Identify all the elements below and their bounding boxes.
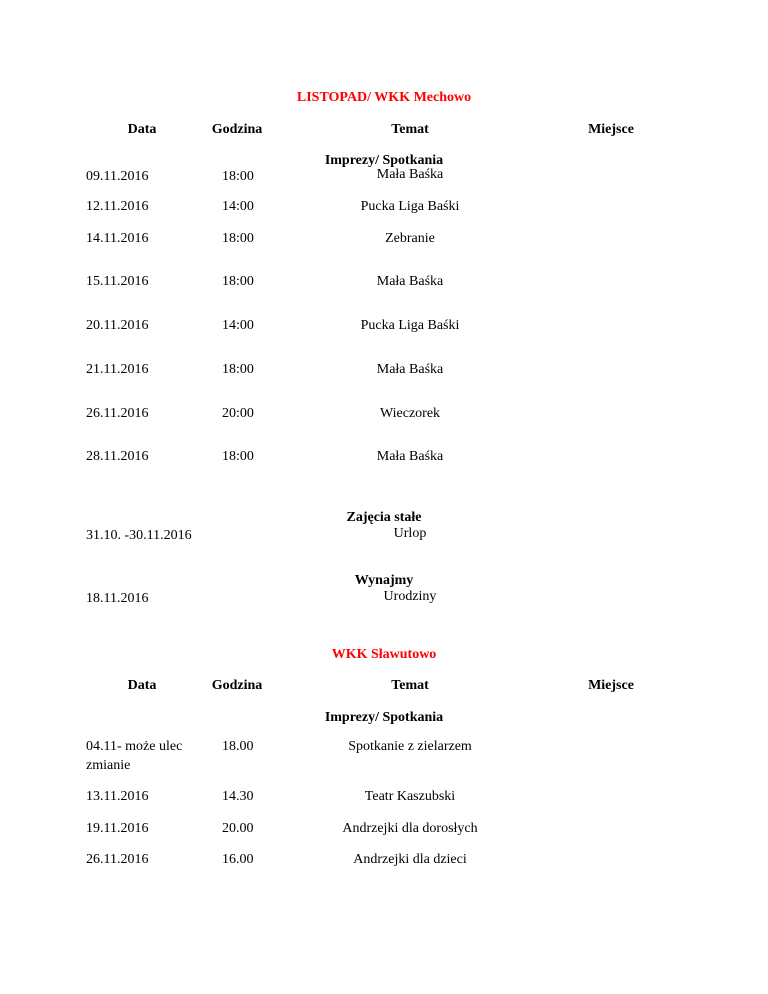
table-row-date: 26.11.2016	[86, 852, 149, 867]
table-row-time: 18:00	[222, 169, 254, 184]
table-row-date: 13.11.2016	[86, 789, 149, 804]
section1-title: LISTOPAD/ WKK Mechowo	[296, 90, 472, 105]
table-row-date: 14.11.2016	[86, 231, 149, 246]
table-row-date: 21.11.2016	[86, 362, 149, 377]
table-row-date: 19.11.2016	[86, 821, 149, 836]
table-row-topic: Mała Baśka	[376, 362, 444, 377]
table-row-topic: Andrzejki dla dorosłych	[342, 821, 478, 836]
subheading-rentals: Wynajmy	[354, 573, 414, 588]
table-row-time: 16.00	[222, 852, 254, 867]
table-row-time: 20.00	[222, 821, 254, 836]
rentals-topic: Urodziny	[383, 589, 437, 604]
table-row-topic: Teatr Kaszubski	[364, 789, 456, 804]
table-row-time: 14:00	[222, 199, 254, 214]
table-row-date: 15.11.2016	[86, 274, 149, 289]
table-row-time: 14.30	[222, 789, 254, 804]
header-miejsce: Miejsce	[588, 122, 634, 137]
header-godzina: Godzina	[211, 122, 263, 137]
header2-godzina: Godzina	[211, 678, 263, 693]
table-row-time: 18:00	[222, 231, 254, 246]
table-row-topic: Pucka Liga Baśki	[360, 318, 460, 333]
table-row-date: 28.11.2016	[86, 449, 149, 464]
table-row-date: 09.11.2016	[86, 169, 149, 184]
table-row-time: 18:00	[222, 362, 254, 377]
regular-date: 31.10. -30.11.2016	[86, 528, 192, 543]
table-row-time: 18:00	[222, 449, 254, 464]
header-temat: Temat	[391, 122, 429, 137]
table-row-time: 18.00	[222, 739, 254, 754]
header2-data: Data	[127, 678, 157, 693]
regular-topic: Urlop	[393, 526, 427, 541]
header2-temat: Temat	[391, 678, 429, 693]
table-row-topic: Wieczorek	[379, 406, 441, 421]
rentals-date: 18.11.2016	[86, 591, 149, 606]
subheading-regular: Zajęcia stałe	[346, 510, 422, 525]
table-row-date: 26.11.2016	[86, 406, 149, 421]
table-row-time: 14:00	[222, 318, 254, 333]
table-row-topic: Mała Baśka	[376, 449, 444, 464]
table-row-time: 18:00	[222, 274, 254, 289]
table-row-topic: Mała Baśka	[376, 167, 444, 182]
table-row-topic: Zebranie	[385, 231, 435, 246]
table-row-topic: Pucka Liga Baśki	[360, 199, 460, 214]
table-row-date: 12.11.2016	[86, 199, 149, 214]
table-row-topic: Spotkanie z zielarzem	[348, 739, 472, 754]
table-row-date: 20.11.2016	[86, 318, 149, 333]
table-row-time: 20:00	[222, 406, 254, 421]
table-row-topic: Mała Baśka	[376, 274, 444, 289]
subheading-events: Imprezy/ Spotkania	[324, 153, 444, 168]
subheading2-events: Imprezy/ Spotkania	[324, 710, 444, 725]
table-row-topic: Andrzejki dla dzieci	[353, 852, 467, 867]
table-row-date: 04.11- może ulec zmianie	[86, 739, 183, 773]
header2-miejsce: Miejsce	[588, 678, 634, 693]
section2-title: WKK Sławutowo	[331, 647, 437, 662]
header-data: Data	[127, 122, 157, 137]
